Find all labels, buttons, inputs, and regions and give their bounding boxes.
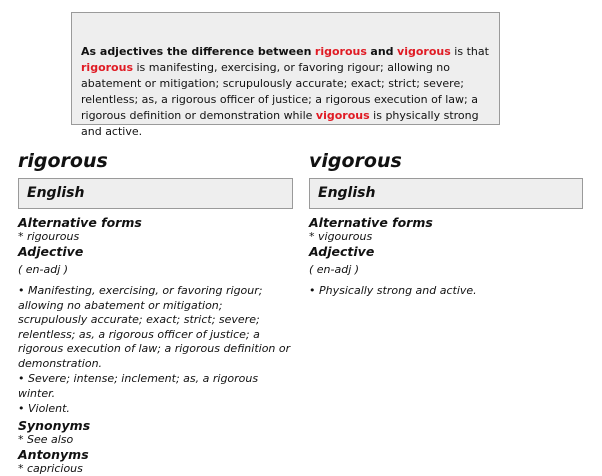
summary-and: and xyxy=(370,45,394,58)
alt-forms-heading: Alternative forms xyxy=(18,215,142,230)
synonyms-value: * See also xyxy=(18,432,74,446)
comparison-summary-box xyxy=(71,12,500,138)
pos-template: ( en-adj ) xyxy=(18,263,69,276)
bullet-icon: • xyxy=(18,372,25,385)
summary-is: is xyxy=(136,61,146,74)
summary-word-rigorous-2: rigorous xyxy=(81,61,133,74)
antonyms-value: * capricious xyxy=(18,461,83,475)
definition-list xyxy=(309,284,583,299)
definition-item: • Severe; intense; inclement; as, a rigorous winter. xyxy=(18,372,259,400)
synonyms-heading: Synonyms xyxy=(18,417,91,433)
entry-vigorous xyxy=(309,148,583,300)
bullet-icon: • xyxy=(18,402,25,415)
language-header-vigorous: English xyxy=(309,178,583,209)
language-header-rigorous: English xyxy=(18,178,293,209)
definition-item: • Manifesting, exercising, or favoring rigour; allowing no abatement or mitigation; scrupulously accurate; exact; strict; severe; relentless; as, a rigorous officer of justice; a rigorous execution of law; a rigorous definition or demonstration. xyxy=(18,284,291,370)
summary-rigorous-definition: manifesting, exercising, or favoring rigour; allowing no abatement or mitigation; scrupulously accurate; exact; strict; severe; relentless; as, a rigorous officer of justice; a rigorous execution of law; a rigorous definition or demonstration while xyxy=(81,61,478,122)
definition-item: • Violent. xyxy=(18,402,70,415)
bullet-icon: • xyxy=(18,284,25,297)
bullet-icon: • xyxy=(309,284,316,297)
headword-vigorous: vigorous xyxy=(309,150,402,172)
summary-word-vigorous: vigorous xyxy=(397,45,451,58)
entry-rigorous xyxy=(18,148,293,476)
pos-heading: Adjective xyxy=(18,244,84,259)
summary-word-rigorous: rigorous xyxy=(314,45,367,58)
definition-item: • Physically strong and active. xyxy=(309,284,477,297)
summary-is-that: is that xyxy=(454,45,489,58)
summary-word-vigorous-2: vigorous xyxy=(315,109,370,122)
summary-prefix: As adjectives the difference between xyxy=(81,45,312,58)
pos-template: ( en-adj ) xyxy=(309,263,360,276)
alt-forms-value: * vigourous xyxy=(309,230,373,243)
antonyms-heading: Antonyms xyxy=(18,446,89,462)
summary-vigorous-definition: is physically strong and active. xyxy=(81,109,479,138)
alt-forms-heading: Alternative forms xyxy=(309,215,433,230)
alt-forms-value: * rigourous xyxy=(18,230,80,243)
definition-list xyxy=(18,284,293,417)
headword-rigorous: rigorous xyxy=(18,150,108,172)
pos-heading: Adjective xyxy=(309,244,375,259)
